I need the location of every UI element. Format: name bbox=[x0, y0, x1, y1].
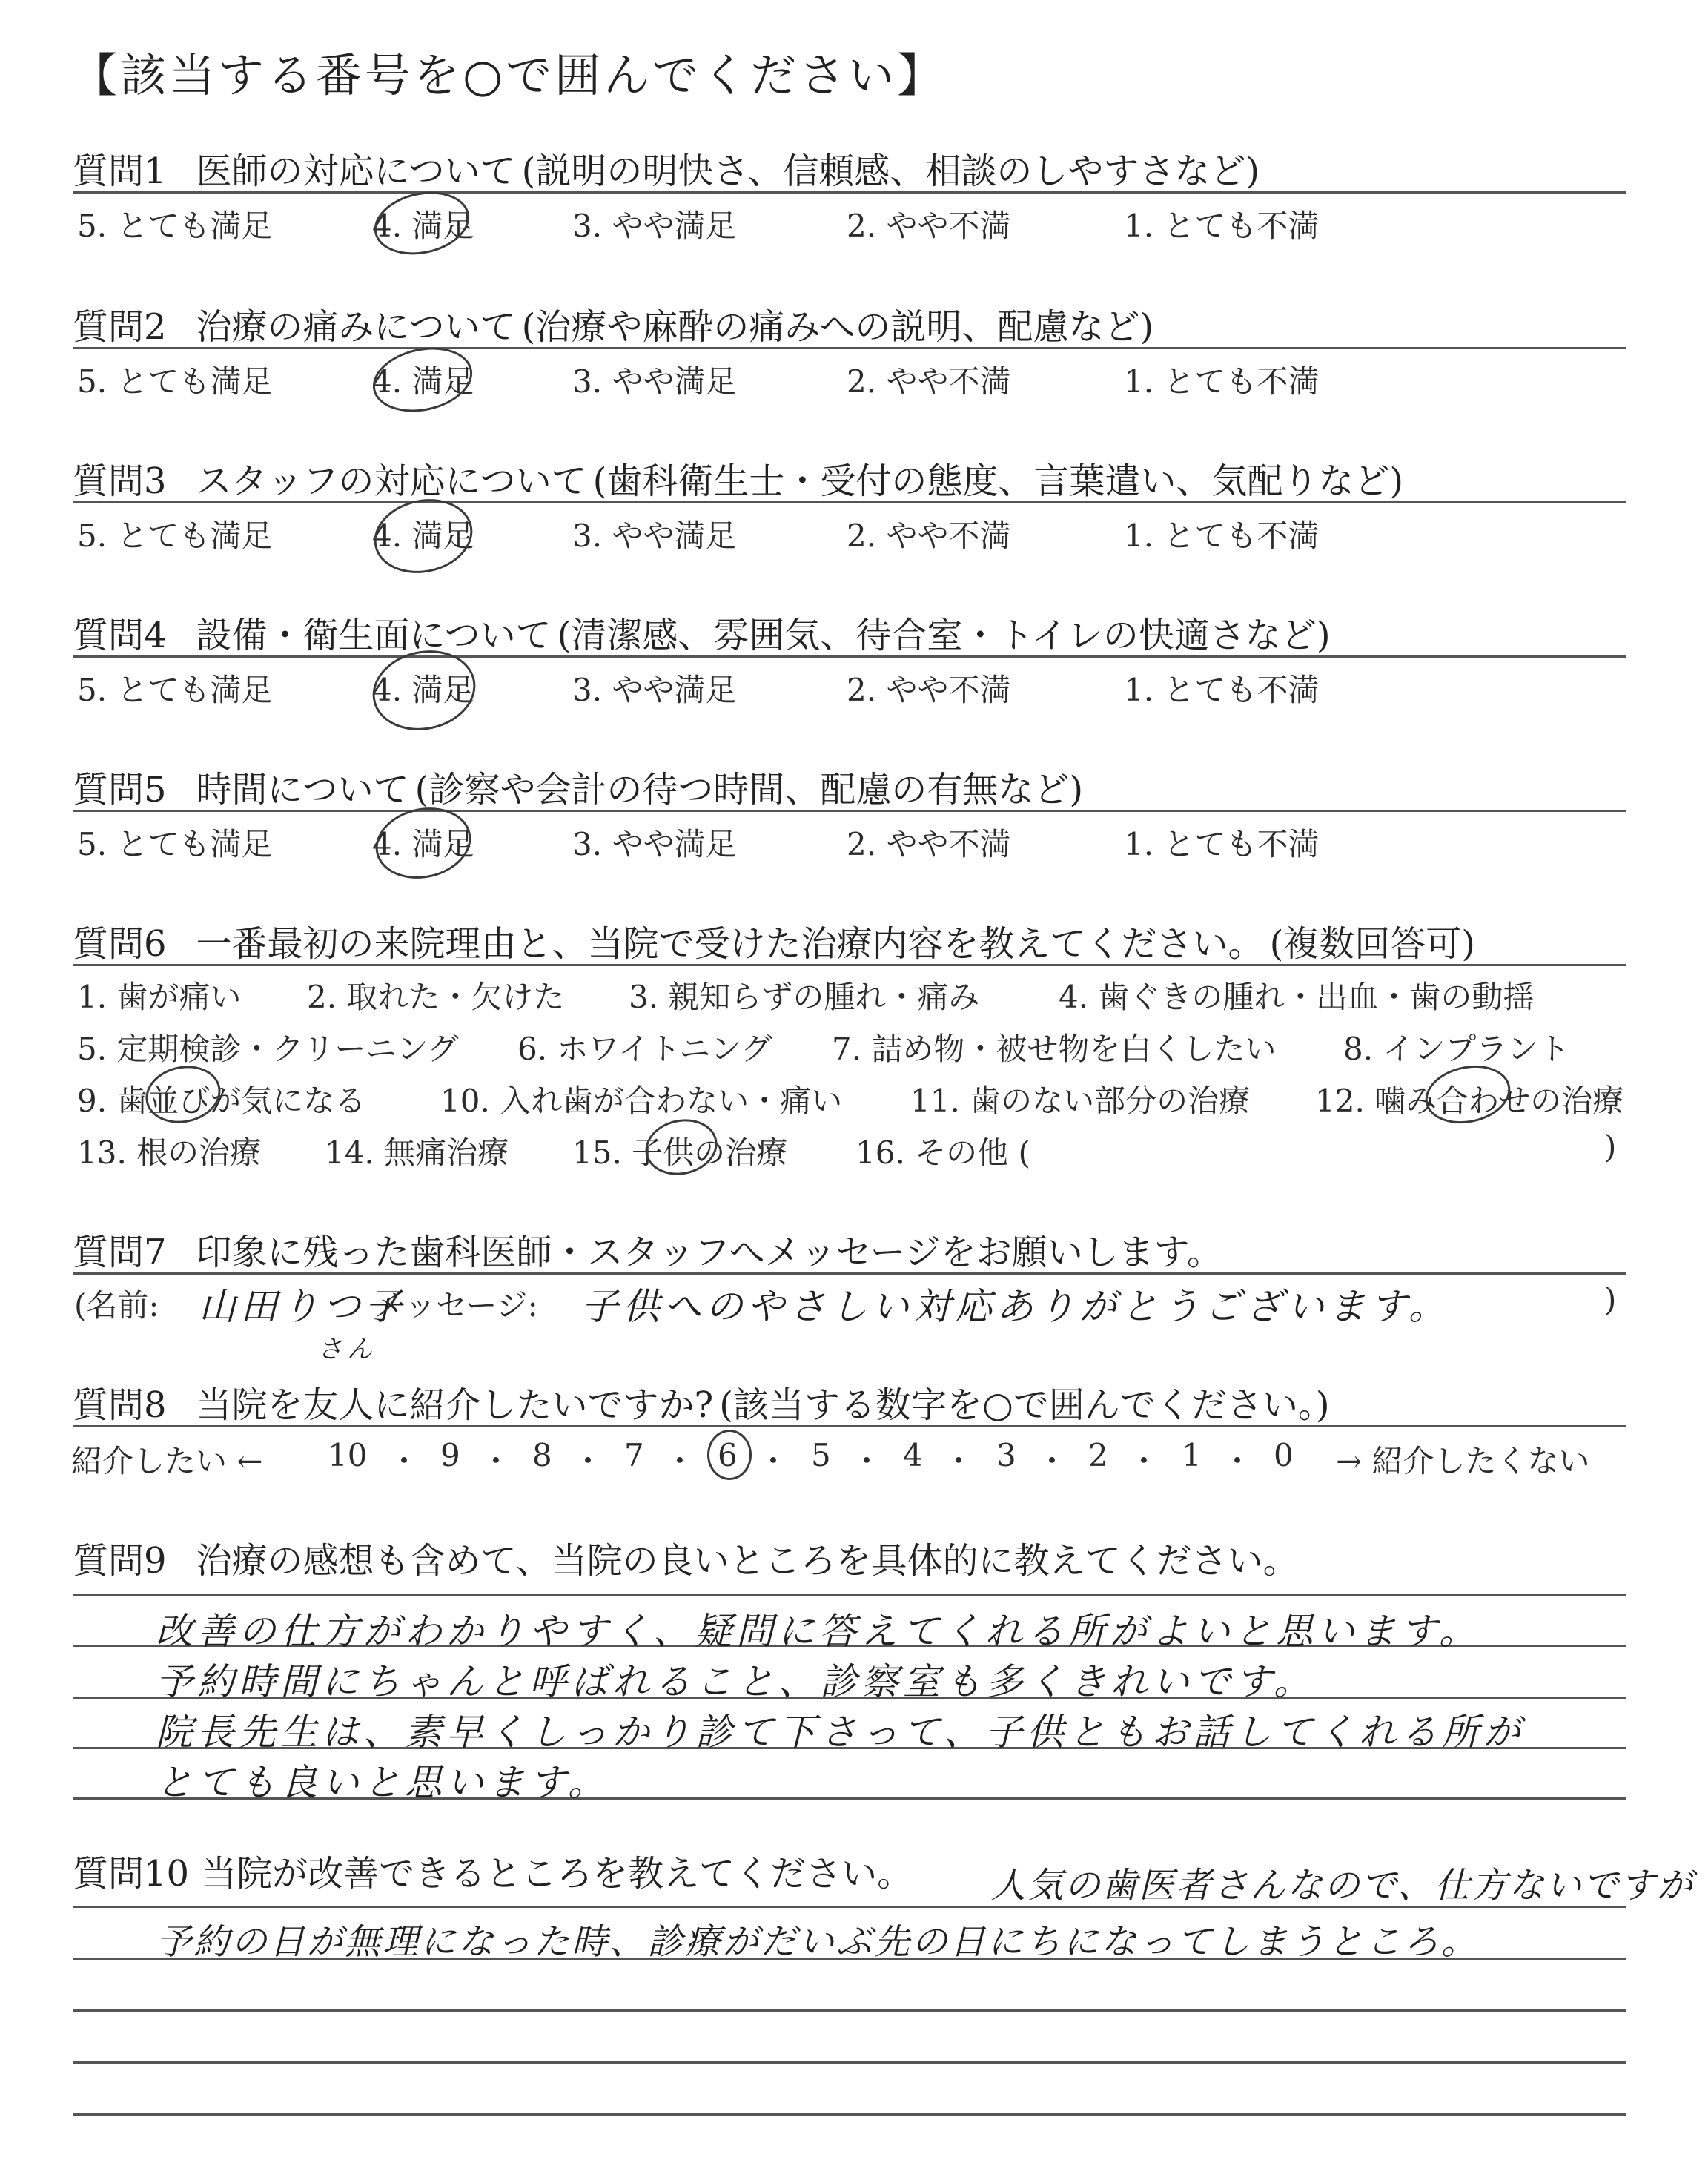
q6-option-10[interactable]: 10. 入れ歯が合わない・痛い bbox=[440, 1083, 843, 1119]
question-5-number: 質問5 bbox=[73, 769, 167, 810]
question-1-detail: (説明の明快さ、信頼感、相談のしやすさなど) bbox=[521, 151, 1260, 192]
q6-option-2[interactable]: 2. 取れた・欠けた bbox=[307, 979, 565, 1015]
q8-sep: ・ bbox=[851, 1443, 883, 1479]
question-7-title bbox=[73, 1223, 1228, 1275]
q8-sep: ・ bbox=[572, 1443, 604, 1479]
q6-option-4[interactable]: 4. 歯ぐきの腫れ・出血・歯の動揺 bbox=[1059, 979, 1535, 1015]
q4-option-3[interactable]: 3. やや満足 bbox=[572, 672, 737, 708]
q8-score-0[interactable]: 0 bbox=[1274, 1437, 1294, 1473]
q8-sep: ・ bbox=[758, 1443, 790, 1479]
q1-option-5[interactable]: 5. とても満足 bbox=[77, 208, 273, 244]
question-8-detail: (該当する数字を○で囲んでください。) bbox=[719, 1384, 1330, 1426]
q6-option-8[interactable]: 8. インプラント bbox=[1343, 1031, 1570, 1067]
q1-option-3[interactable]: 3. やや満足 bbox=[572, 208, 737, 244]
q5-option-3[interactable]: 3. やや満足 bbox=[572, 826, 737, 862]
question-9-heading: 治療の感想も含めて、当院の良いところを具体的に教えてください。 bbox=[196, 1540, 1299, 1582]
question-6-detail: (複数回答可) bbox=[1269, 923, 1476, 965]
question-4-number: 質問4 bbox=[73, 615, 167, 656]
q3-option-2[interactable]: 2. やや不満 bbox=[847, 518, 1011, 554]
q8-score-6[interactable]: 6 bbox=[718, 1437, 738, 1473]
question-6-rule bbox=[73, 964, 1626, 966]
q8-sep: ・ bbox=[388, 1443, 420, 1479]
question-10-title bbox=[73, 1845, 918, 1896]
q2-option-2[interactable]: 2. やや不満 bbox=[847, 363, 1011, 400]
question-2-rule bbox=[73, 347, 1626, 349]
q8-score-5[interactable]: 5 bbox=[811, 1437, 831, 1473]
q1-option-4[interactable]: 4. 満足 bbox=[372, 202, 474, 246]
q8-sep: ・ bbox=[480, 1443, 512, 1479]
q6-option-15[interactable]: 15. 子供の治療 bbox=[572, 1129, 787, 1173]
q6-option-6[interactable]: 6. ホワイトニング bbox=[517, 1031, 772, 1067]
q8-score-10[interactable]: 10 bbox=[328, 1437, 368, 1473]
q3-option-4[interactable]: 4. 満足 bbox=[372, 512, 474, 556]
question-4-heading: 設備・衛生面について bbox=[196, 615, 552, 656]
q7-message-value[interactable]: 子供へのやさしい対応ありがとうございます。 bbox=[581, 1285, 1450, 1328]
question-2-number: 質問2 bbox=[73, 306, 167, 348]
q2-option-1[interactable]: 1. とても不満 bbox=[1124, 363, 1320, 400]
question-4-title bbox=[73, 607, 1331, 658]
question-7-number: 質問7 bbox=[73, 1232, 167, 1273]
q8-sep: ・ bbox=[1222, 1443, 1254, 1479]
question-10-number: 質問10 bbox=[73, 1853, 190, 1895]
q6-option-12[interactable]: 12. 噛み合わせの治療 bbox=[1315, 1077, 1623, 1121]
q5-option-2[interactable]: 2. やや不満 bbox=[847, 826, 1011, 862]
q8-left-label: 紹介したい ← bbox=[71, 1443, 263, 1479]
question-6-heading: 一番最初の来院理由と、当院で受けた治療内容を教えてください。 bbox=[196, 923, 1264, 965]
q3-option-1[interactable]: 1. とても不満 bbox=[1124, 518, 1320, 554]
q7-close: ) bbox=[1604, 1281, 1617, 1318]
q9-answer-line-4[interactable]: とても良いと思います。 bbox=[156, 1761, 609, 1804]
q5-option-1[interactable]: 1. とても不満 bbox=[1124, 826, 1320, 862]
q6-other-close: ) bbox=[1604, 1129, 1617, 1165]
q8-right-label: → 紹介したくない bbox=[1336, 1443, 1590, 1479]
question-5-detail: (診察や会計の待つ時間、配慮の有無など) bbox=[414, 769, 1084, 810]
question-8-rule bbox=[73, 1425, 1626, 1427]
q6-option-7[interactable]: 7. 詰め物・被せ物を白くしたい bbox=[832, 1031, 1277, 1067]
question-9-number: 質問9 bbox=[73, 1540, 167, 1582]
q10-line bbox=[73, 1906, 1626, 1908]
q5-option-4[interactable]: 4. 満足 bbox=[372, 820, 474, 865]
q2-option-3[interactable]: 3. やや満足 bbox=[572, 363, 737, 400]
page-title: 【該当する番号を○で囲んでください】 bbox=[71, 48, 947, 102]
q10-line bbox=[73, 1958, 1626, 1960]
q3-option-5[interactable]: 5. とても満足 bbox=[77, 518, 273, 554]
q7-name-value[interactable]: 山田りつ子 bbox=[199, 1285, 406, 1328]
question-5-rule bbox=[73, 810, 1626, 812]
question-7-rule bbox=[73, 1272, 1626, 1275]
question-3-rule bbox=[73, 501, 1626, 503]
question-4-detail: (清潔感、雰囲気、待合室・トイレの快適さなど) bbox=[557, 615, 1331, 656]
q1-option-1[interactable]: 1. とても不満 bbox=[1124, 208, 1320, 244]
q4-option-4[interactable]: 4. 満足 bbox=[372, 666, 474, 710]
q6-option-11[interactable]: 11. 歯のない部分の治療 bbox=[910, 1083, 1251, 1119]
q8-sep: ・ bbox=[664, 1443, 696, 1479]
q8-score-7[interactable]: 7 bbox=[624, 1437, 644, 1473]
question-8-heading: 当院を友人に紹介したいですか? bbox=[196, 1384, 714, 1426]
q6-option-5[interactable]: 5. 定期検診・クリーニング bbox=[77, 1031, 459, 1067]
q8-sep: ・ bbox=[1128, 1443, 1160, 1479]
question-2-title bbox=[73, 298, 1153, 349]
q3-option-3[interactable]: 3. やや満足 bbox=[572, 518, 737, 554]
question-10-heading: 当院が改善できるところを教えてください。 bbox=[201, 1853, 913, 1895]
q9-answer-line-3[interactable]: 院長先生は、素早くしっかり診て下さって、子供ともお話してくれる所が bbox=[156, 1711, 1525, 1754]
question-6-title bbox=[73, 915, 1475, 966]
q6-option-13[interactable]: 13. 根の治療 bbox=[77, 1135, 262, 1171]
question-4-rule bbox=[73, 655, 1626, 658]
question-1-heading: 医師の対応について bbox=[196, 151, 516, 192]
q6-option-1[interactable]: 1. 歯が痛い bbox=[77, 979, 242, 1015]
q8-score-8[interactable]: 8 bbox=[532, 1437, 552, 1473]
q1-option-2[interactable]: 2. やや不満 bbox=[847, 208, 1011, 244]
q4-option-5[interactable]: 5. とても満足 bbox=[77, 672, 273, 708]
q10-line bbox=[73, 2113, 1626, 2116]
question-2-detail: (治療や麻酔の痛みへの説明、配慮など) bbox=[521, 306, 1154, 348]
q7-name-suffix: さん bbox=[317, 1335, 377, 1364]
q10-answer-line-2[interactable]: 予約の日が無理になった時、診療がだいぶ先の日にちになってしまうところ。 bbox=[156, 1921, 1480, 1963]
question-5-heading: 時間について bbox=[196, 769, 409, 810]
q8-score-2[interactable]: 2 bbox=[1088, 1437, 1108, 1473]
question-3-title bbox=[73, 452, 1403, 503]
q7-name-label: (名前: bbox=[74, 1287, 159, 1324]
question-7-heading: 印象に残った歯科医師・スタッフへメッセージをお願いします。 bbox=[196, 1232, 1222, 1273]
q6-option-3[interactable]: 3. 親知らずの腫れ・痛み bbox=[629, 979, 980, 1015]
q8-score-9[interactable]: 9 bbox=[440, 1437, 460, 1473]
question-3-detail: (歯科衛生士・受付の態度、言葉遣い、気配りなど) bbox=[592, 460, 1404, 502]
question-5-title bbox=[73, 761, 1083, 812]
question-6-number: 質問6 bbox=[73, 923, 167, 965]
q8-score-4[interactable]: 4 bbox=[903, 1437, 923, 1473]
q10-answer-line-1[interactable]: 人気の歯医者さんなので、仕方ないですが bbox=[990, 1865, 1695, 1906]
q4-option-2[interactable]: 2. やや不満 bbox=[847, 672, 1011, 708]
question-1-rule bbox=[73, 191, 1626, 194]
q8-sep: ・ bbox=[1036, 1443, 1068, 1479]
q6-option-9[interactable]: 9. 歯並びが気になる bbox=[77, 1077, 365, 1121]
q9-answer-line-2[interactable]: 予約時間にちゃんと呼ばれること、診察室も多くきれいです。 bbox=[156, 1660, 1315, 1703]
q4-option-1[interactable]: 1. とても不満 bbox=[1124, 672, 1320, 708]
question-9-title bbox=[73, 1532, 1305, 1583]
q9-answer-line-1[interactable]: 改善の仕方がわかりやすく、疑問に答えてくれる所がよいと思います。 bbox=[156, 1610, 1480, 1653]
question-1-number: 質問1 bbox=[73, 151, 167, 192]
question-8-title bbox=[73, 1376, 1330, 1427]
q2-option-4[interactable]: 4. 満足 bbox=[372, 357, 474, 402]
q2-option-5[interactable]: 5. とても満足 bbox=[77, 363, 273, 400]
q6-option-14[interactable]: 14. 無痛治療 bbox=[325, 1135, 509, 1171]
q8-score-3[interactable]: 3 bbox=[996, 1437, 1016, 1473]
question-3-heading: スタッフの対応について bbox=[196, 460, 587, 502]
q7-message-label: メッセージ: bbox=[374, 1287, 538, 1324]
q6-option-16[interactable]: 16. その他 ( bbox=[855, 1135, 1030, 1171]
q10-line bbox=[73, 2009, 1626, 2012]
question-2-heading: 治療の痛みについて bbox=[196, 306, 516, 348]
question-3-number: 質問3 bbox=[73, 460, 167, 502]
q8-score-1[interactable]: 1 bbox=[1182, 1437, 1202, 1473]
q8-sep: ・ bbox=[943, 1443, 975, 1479]
q9-line bbox=[73, 1594, 1626, 1596]
question-8-number: 質問8 bbox=[73, 1384, 167, 1426]
q5-option-5[interactable]: 5. とても満足 bbox=[77, 826, 273, 862]
q10-line bbox=[73, 2061, 1626, 2064]
question-1-title bbox=[73, 142, 1260, 194]
